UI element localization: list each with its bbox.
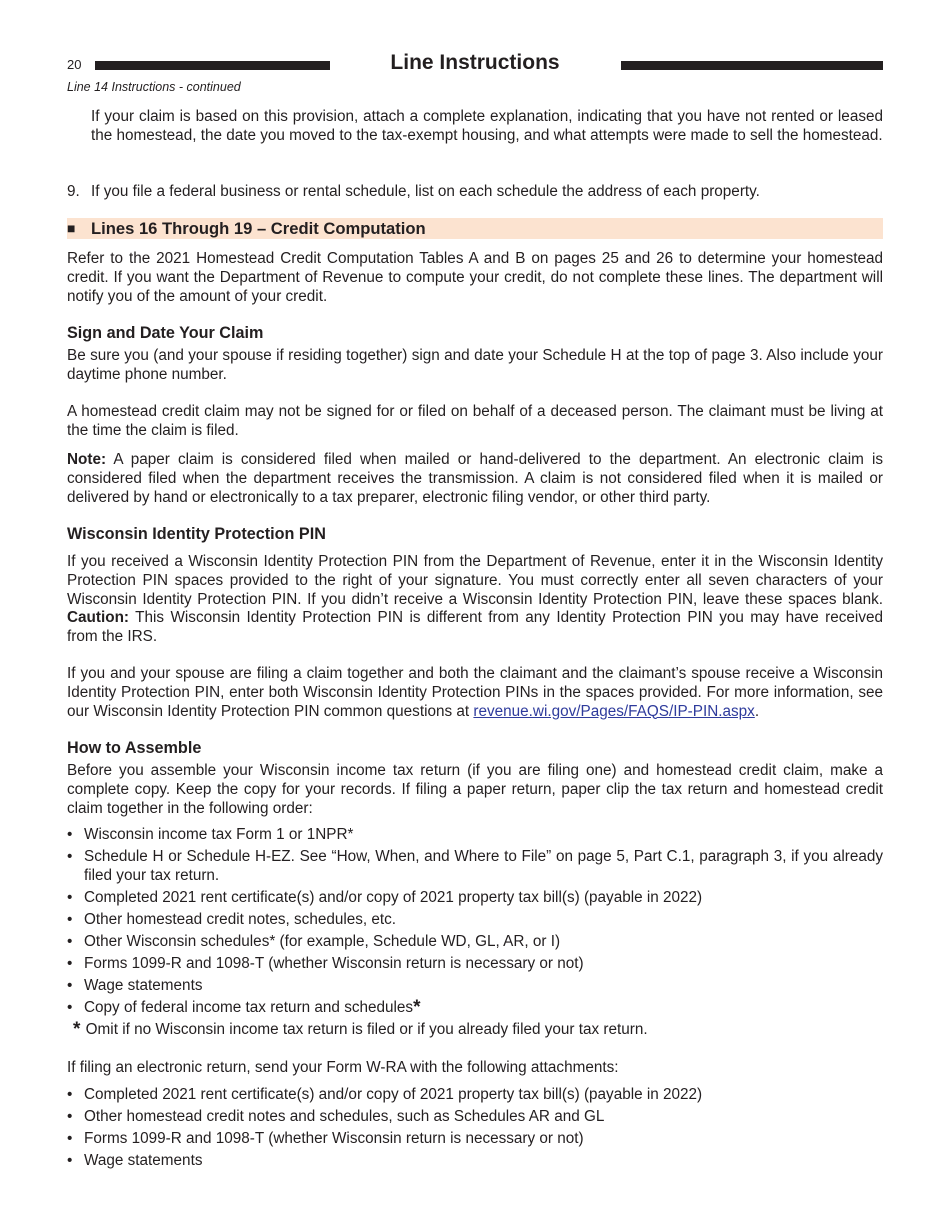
item-9-number: 9. [67, 183, 80, 200]
caution-label: Caution: [67, 609, 130, 627]
list-item-text-main: Copy of federal income tax return and schedules [84, 999, 414, 1016]
asterisk-icon: * [413, 997, 421, 1018]
page-title: Line Instructions [390, 51, 560, 74]
header-rule-right [621, 61, 883, 70]
list-item-text: Wage statements [84, 1152, 203, 1169]
note-label: Note: [67, 451, 107, 468]
list-item [67, 889, 883, 908]
item-9-text: If you file a federal business or rental schedule, list on each schedule the address of each property. [91, 183, 760, 200]
list-item [67, 1130, 883, 1149]
list-item-text: Forms 1099-R and 1098-T (whether Wisconsin return is necessary or not) [84, 955, 584, 972]
list-item-text: Completed 2021 rent certificate(s) and/or copy of 2021 property tax bill(s) (payable in 2022) [84, 1086, 703, 1103]
pin-heading: Wisconsin Identity Protection PIN [67, 525, 326, 543]
sign-paragraph-2: A homestead credit claim may not be signed for or filed on behalf of a deceased person. The claimant must be living at the time the claim is filed. [67, 403, 883, 439]
list-item-text: Other homestead credit notes and schedules, such as Schedules AR and GL [84, 1108, 605, 1125]
header-rule-left [95, 61, 330, 70]
ip-pin-faq-link[interactable]: revenue.wi.gov/Pages/FAQS/IP-PIN.aspx [473, 702, 755, 720]
footnote [73, 1021, 648, 1040]
list-item [67, 999, 883, 1018]
bullet-icon: • [67, 911, 73, 928]
list-item [67, 826, 883, 845]
sign-heading: Sign and Date Your Claim [67, 324, 264, 342]
credit-section-paragraph: Refer to the 2021 Homestead Credit Computation Tables A and B on pages 25 and 26 to determine your homestead credit. If you want the Department of Revenue to compute your credit, do not complete these lines. The department will notify you of the amount of your credit. [67, 250, 883, 305]
bullet-icon: • [67, 1152, 73, 1169]
pin-para1-caution-text: This Wisconsin Identity Protection PIN is different from any Identity Protection PIN you may have received from the IRS. [67, 609, 883, 646]
list-item-text: Other homestead credit notes, schedules, etc. [84, 911, 397, 928]
bullet-icon: • [67, 955, 73, 972]
list-item [67, 911, 883, 930]
list-item [67, 1086, 883, 1105]
pin-para1-text: If you received a Wisconsin Identity Protection PIN from the Department of Revenue, enter it in the Wisconsin Identity Protection PIN spaces provided to the right of your signature. You must correctly enter all seven characters of your Wisconsin Identity Protection PIN. If you didn’t receive a Wisconsin Identity Protection PIN, leave these spaces blank. [67, 553, 883, 608]
bullet-icon: • [67, 1108, 73, 1125]
assemble-paragraph: Before you assemble your Wisconsin income tax return (if you are filing one) and homestead credit claim, make a complete copy. Keep the copy for your records. If filing a paper return, paper clip the tax return and homestead credit claim together in the following order: [67, 762, 883, 817]
continued-subheading: Line 14 Instructions - continued [67, 80, 241, 94]
bullet-icon: • [67, 977, 73, 994]
list-item-text: Wisconsin income tax Form 1 or 1NPR* [84, 826, 354, 843]
continued-paragraph: If your claim is based on this provision, attach a complete explanation, indicating that you have not rented or leased the homestead, the date you moved to the tax-exempt housing, and what attempts were made to sell the homestead. [91, 108, 883, 144]
list-item [67, 1108, 883, 1127]
section-marker-icon: ■ [67, 220, 76, 236]
note-text: A paper claim is considered filed when mailed or hand-delivered to the department. An electronic claim is considered filed when the department receives the transmission. A claim is not considered filed when it is mailed or delivered by hand or electronically to a tax preparer, electronic filing vendor, or other third party. [67, 451, 883, 506]
credit-section-title: Lines 16 Through 19 – Credit Computation [91, 219, 426, 238]
pin-para2-period: . [754, 702, 760, 720]
bullet-icon: • [67, 848, 73, 865]
list-item [67, 955, 883, 974]
bullet-icon: • [67, 1086, 73, 1103]
electronic-intro: If filing an electronic return, send your Form W-RA with the following attachments: [67, 1059, 619, 1076]
sign-paragraph-1: Be sure you (and your spouse if residing together) sign and date your Schedule H at the top of page 3. Also include your daytime phone number. [67, 347, 883, 383]
bullet-icon: • [67, 889, 73, 906]
list-item [67, 977, 883, 996]
footnote-text: Omit if no Wisconsin income tax return is filed or if you already filed your tax return. [85, 1021, 648, 1038]
pin-paragraph-1 [67, 553, 883, 647]
pin-para2-text: If you and your spouse are filing a claim together and both the claimant and the claimant’s spouse receive a Wisconsin Identity Protection PIN, enter both Wisconsin Identity Protection PINs in the spaces provided. For more information, see our Wisconsin Identity Protection PIN common questions at [67, 665, 883, 720]
bullet-icon: • [67, 1130, 73, 1147]
bullet-icon: • [67, 999, 73, 1016]
page-number: 20 [67, 57, 82, 72]
bullet-icon: • [67, 826, 73, 843]
list-item [67, 1152, 883, 1171]
list-item-text [84, 999, 883, 1018]
list-item [67, 933, 883, 952]
list-item-text: Forms 1099-R and 1098-T (whether Wisconsin return is necessary or not) [84, 1130, 584, 1147]
footnote-asterisk-icon: * [73, 1019, 81, 1040]
list-item-text: Schedule H or Schedule H-EZ. See “How, When, and Where to File” on page 5, Part C.1, paragraph 3, if you already filed your tax return. [84, 848, 883, 884]
list-item-text: Wage statements [84, 977, 203, 994]
list-item [67, 848, 883, 886]
list-item-text: Completed 2021 rent certificate(s) and/or copy of 2021 property tax bill(s) (payable in 2022) [84, 889, 703, 906]
assemble-heading: How to Assemble [67, 739, 202, 757]
note-paragraph [67, 451, 883, 507]
bullet-icon: • [67, 933, 73, 950]
list-item-text: Other Wisconsin schedules* (for example, Schedule WD, GL, AR, or I) [84, 933, 561, 950]
pin-paragraph-2 [67, 665, 883, 721]
